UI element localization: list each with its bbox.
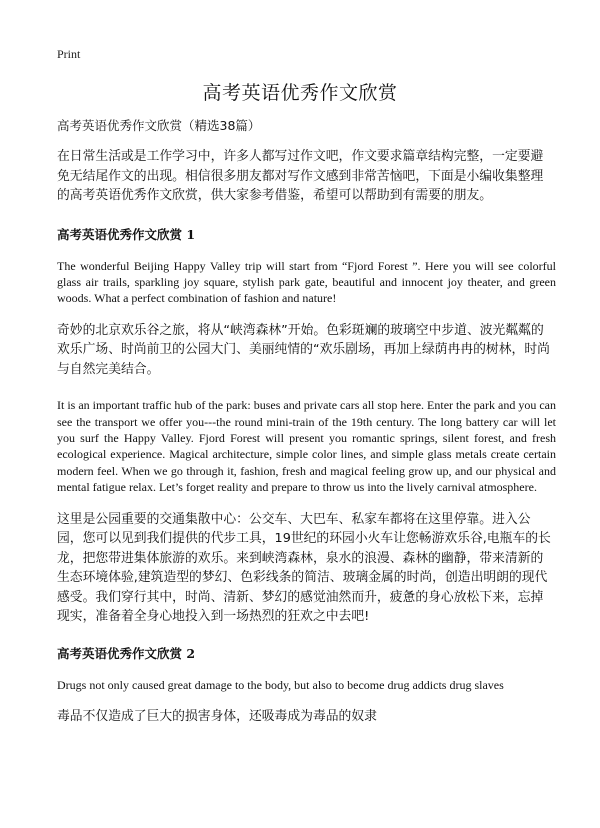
- section-heading-1: 高考英语优秀作文欣赏 1: [57, 226, 196, 242]
- intro-paragraph: 在日常生活或是工作学习中，许多人都写过作文吧，作文要求篇章结构完整，一定要避免无结尾作文的出现。相信很多朋友都对写作文感到非常苦恼吧，下面是小编收集整理的高考英语优秀作文欣赏，供大家参考借鉴，希望可以帮助到有需要的朋友。: [57, 149, 544, 203]
- section-1-paragraph-en-1: The wonderful Beijing Happy Valley trip will start from “Fjord Forest ”. Here you will see colorful glass air trails, sparkling joy square, stylish park gate, beautiful and innocent joy theater, and green woods. What a perfect combination of fashion and nature!: [57, 258, 556, 306]
- section-2-paragraph-en-1: Drugs not only caused great damage to the body, but also to become drug addicts drug slaves: [57, 677, 504, 692]
- section-2-paragraph-cn-1: 毒品不仅造成了巨大的损害身体，还吸毒成为毒品的奴隶: [57, 709, 377, 725]
- article-subtitle: 高考英语优秀作文欣赏（精选38篇）: [57, 118, 261, 133]
- section-heading-2: 高考英语优秀作文欣赏 2: [57, 645, 196, 661]
- article-body: [57, 117, 556, 745]
- page-title: 高考英语优秀作文欣赏: [202, 82, 398, 104]
- section-1-paragraph-cn-2: 这里是公园重要的交通集散中心：公交车、大巴车、私家车都将在这里停靠。进入公园，您可以见到我们提供的代步工具，19世纪的环园小火车让您畅游欢乐谷,电瓶车的长龙，把您带进集体旅游的欢乐。来到峡湾森林，泉水的浪漫、森林的幽静，带来清新的生态环境体验,建筑造型的梦幻、色彩线条的简洁、玻璃金属的时尚，创造出明朗的现代感受。我们穿行其中，时尚、清新、梦幻的感觉油然而升，疲惫的身心放松下来，忘掉现实，准备着全身心地投入到一场热烈的狂欢之中去吧!: [57, 511, 551, 625]
- section-1-paragraph-cn-1: 奇妙的北京欢乐谷之旅，将从“峡湾森林”开始。色彩斑斓的玻璃空中步道、波光粼粼的欢乐广场、时尚前卫的公园大门、美丽纯情的“欢乐剧场，再加上绿荫冉冉的树林，时尚与自然完美结合。: [57, 322, 550, 377]
- section-1-paragraph-en-2: It is an important traffic hub of the park: buses and private cars all stop here. Enter the park and you can see the transport we offer you---the round mini-train of the 19th century. The long battery car will let you surf the Happy Valley. Fjord Forest will present you romantic springs, silent forest, and fresh ecological experience. Magical architecture, simple color lines, and simple glass metals create certain modern feel. When we go through it, fashion, fresh and magical feeling grow up, and our physical and mental fatigue relax. Let’s forget reality and prepare to throw us into the lively carnival atmosphere.: [57, 398, 556, 495]
- print-link[interactable]: Print: [57, 47, 81, 61]
